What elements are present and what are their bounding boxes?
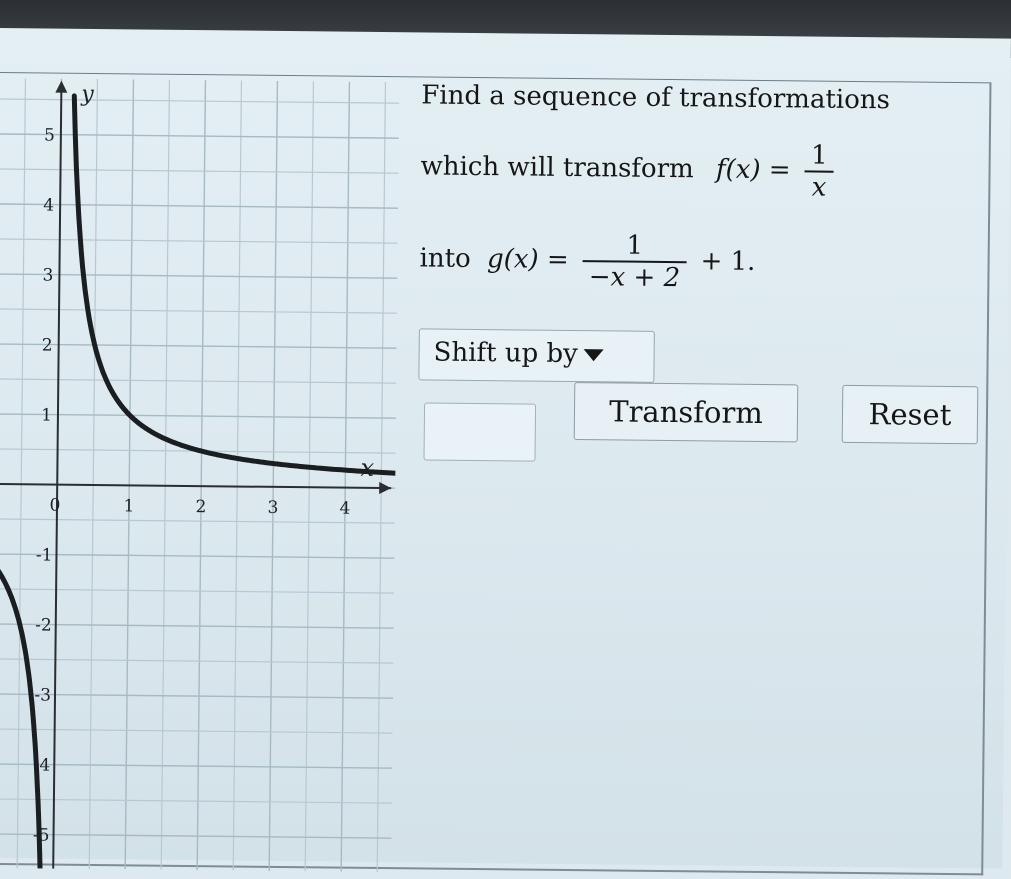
grid-line-h-minor — [0, 379, 396, 383]
grid-line-h-minor — [0, 869, 391, 872]
y-tick-label: -1 — [35, 545, 53, 566]
x-axis-arrow-icon — [379, 482, 391, 494]
f-numerator: 1 — [810, 140, 828, 171]
curve-branch-negative — [0, 566, 46, 872]
grid-line-v — [341, 82, 349, 872]
grid-line-h — [0, 624, 394, 628]
grid-line-v-minor — [305, 81, 313, 871]
f-lhs: f(x) = — [715, 154, 791, 186]
x-tick-label: 2 — [195, 497, 207, 518]
y-tick-label: 1 — [41, 405, 53, 426]
y-tick-label: 5 — [43, 125, 55, 146]
y-tick-label: 2 — [41, 335, 53, 356]
grid-line-v-minor — [161, 80, 169, 870]
x-axis-label: x — [360, 453, 375, 482]
y-axis-label: y — [81, 81, 94, 107]
g-fraction — [583, 230, 687, 293]
grid-line-v-minor — [377, 82, 385, 872]
function-graph — [0, 78, 399, 872]
transform-button[interactable]: Transform — [574, 382, 799, 442]
prompt-line-1-text: Find a sequence of transformations — [421, 80, 891, 116]
grid-line-v-minor — [89, 79, 97, 869]
y-tick-label: -5 — [32, 825, 50, 846]
dropdown-arrow-icon[interactable] — [584, 349, 604, 361]
grid-line-h — [0, 834, 392, 838]
g-lhs: g(x) = — [486, 244, 569, 275]
f-fraction — [805, 140, 834, 202]
g-tail: + 1. — [700, 246, 756, 277]
grid-line-h — [0, 414, 396, 418]
y-tick-label: 4 — [43, 195, 55, 216]
grid-line-v — [269, 81, 277, 871]
prompt-line-2-text: which will transform — [420, 151, 694, 185]
app-panel — [0, 28, 1011, 869]
grid-line-h-minor — [0, 659, 393, 663]
y-tick-label: 3 — [42, 265, 54, 286]
x-tick-label: 4 — [339, 498, 351, 519]
y-axis — [53, 85, 61, 869]
amount-input[interactable] — [423, 402, 536, 461]
x-tick-label: 0 — [49, 495, 61, 516]
grid-line-h — [0, 554, 394, 558]
y-axis-arrow-icon — [55, 81, 67, 93]
x-tick-label: 1 — [123, 496, 135, 517]
grid-line-h-minor — [0, 799, 392, 803]
grid-line-h-minor — [0, 589, 394, 593]
grid-line-v — [125, 79, 133, 869]
y-tick-label: -2 — [35, 615, 52, 636]
g-denominator: −x + 2 — [583, 260, 687, 293]
f-denominator: x — [805, 170, 834, 202]
grid-line-h-minor — [0, 519, 395, 523]
g-numerator: 1 — [626, 230, 644, 261]
grid-line-v-minor — [17, 78, 25, 868]
prompt-line-3-text: into — [419, 243, 471, 274]
x-axis — [0, 484, 391, 488]
grid-line-v-minor — [233, 81, 241, 871]
y-tick-label: -4 — [33, 755, 51, 776]
transformation-select-value: Shift up by — [433, 337, 578, 370]
grid-line-v — [197, 80, 205, 870]
prompt-line-3 — [419, 228, 755, 294]
prompt-line-2 — [420, 136, 840, 202]
grid-line-h-minor — [0, 729, 393, 733]
reset-button[interactable]: Reset — [842, 385, 979, 444]
y-tick-label: -3 — [34, 685, 52, 706]
grid-line-h — [0, 694, 393, 698]
prompt-line-1 — [421, 80, 890, 115]
grid-line-h-minor — [0, 99, 399, 103]
grid-line-h — [0, 134, 399, 138]
transformation-select[interactable] — [418, 328, 655, 382]
x-tick-label: 3 — [267, 497, 279, 518]
grid-line-h — [0, 764, 392, 768]
